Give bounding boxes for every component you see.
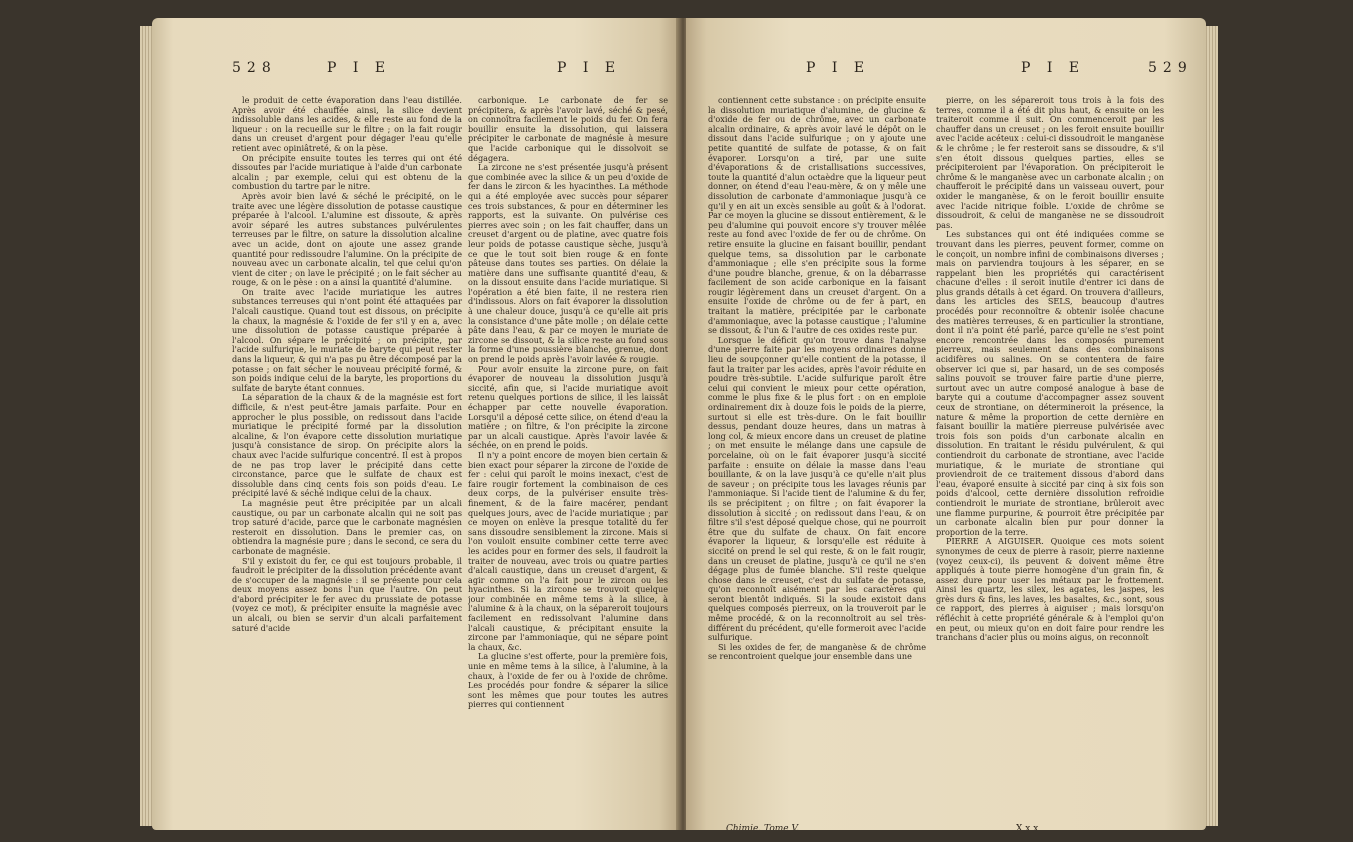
left-page-number: 528 [232, 60, 277, 76]
right-header-right: P I E [1021, 60, 1086, 76]
paragraph: Les substances qui ont été indiquées comme se trouvant dans les pierres, peuvent former, comme on le conçoit, un nombre infini de combinaisons diverses ; mais on parviendra toujours à les séparer, en se rappelant bien les propriétés qui caractérisent chacune d'elles : il seroit inutile d'entrer ici dans de plus grands détails à cet égard. On trouvera d'ailleurs, dans les articles des SELS, beaucoup d'autres procédés pour reconnoître & obtenir isolée chacune des matières terreuses, & en particulier la strontiane, dont il n'a point été parlé, parce qu'elle ne s'est point encore rencontrée dans les composés purement pierreux, mais seulement dans des combinaisons acidifères ou salines. On se contentera de faire observer ici que si, par hasard, un de ses composés salins pouvoit se trouver faire partie d'une pierre, surtout avec un autre composé analogue à base de baryte qui a coutume d'accompagner assez souvent ceux de strontiane, on détermineroit la présence, la nature & même la proportion de cette dernière en faisant bouillir la matière pierreuse pulvérisée avec trois fois son poids d'un carbonate alcalin en dissolution. En traitant le résidu pulvérulent, & qui contiendroit du carbonate de strontiane, avec l'acide muriatique, & le muriate de strontiane qui proviendroit de ce traitement dissous d'abord dans l'eau, évaporé ensuite à siccité par cinq à six fois son poids d'alcool, cette dernière dissolution refroidie contiendroit le muriate de strontiane, brûleroit avec une flamme purpurine, & pourroit être précipitée par un carbonate alcalin bien pur pour donner la proportion de la terre. [936, 229, 1164, 537]
paragraph: le produit de cette évaporation dans l'eau distillée. Après avoir été chauffée ainsi, la silice devient indissoluble dans les acides, & elle reste au fond de la liqueur : on la recueille sur le filtre ; on la fait rougir dans un creuset d'argent pour dégager l'eau qu'elle retient avec opiniâtreté, & on la pèse. [232, 96, 462, 153]
paragraph: La séparation de la chaux & de la magnésie est fort difficile, & n'est peut-être jamais parfaite. Pour en approcher le plus possible, on redissout dans l'acide muriatique le précipité formé par la dissolution alcaline, & l'on évapore cette dissolution muriatique jusqu'à consistance de sirop. On précipite alors la chaux avec l'acide sulfurique concentré. Il est à propos de ne pas trop laver le précipité dans cette circonstance, parce que le sulfate de chaux est dissoluble dans cinq cents fois son poids d'eau. Le précipité lavé & séché indique celui de la chaux. [232, 392, 462, 499]
paragraph: On traite avec l'acide muriatique les autres substances terreuses qui n'ont point été attaquées par l'alcali caustique. Quand tout est dissous, on précipite la chaux, la magnésie & l'oxide de fer s'il y en a, avec une dissolution de potasse caustique préparée à l'alcool. On sépare le précipité ; on précipite, par l'acide sulfurique, le muriate de baryte qui peut rester dans la liqueur, & qui n'a pas pu être décomposé par la potasse ; on fait sécher le nouveau précipité formé, & son poids indique celui de la baryte, les proportions du sulfate de baryte étant connues. [232, 286, 462, 393]
right-column-2 [936, 96, 1164, 808]
left-header-right: P I E [557, 60, 622, 76]
left-page [152, 18, 680, 830]
paragraph: On précipite ensuite toutes les terres qui ont été dissoutes par l'acide muriatique à l'aide d'un carbonate alcalin ; par exemple, celui qui est obtenu de la combustion du tartre par le nitre. [232, 152, 462, 192]
paragraph: carbonique. Le carbonate de fer se précipitera, & après l'avoir lavé, séché & pesé, on connoîtra facilement le poids du fer. On fera bouillir ensuite la dissolution, qui laissera précipiter le carbonate de magnésie à mesure que l'acide carbonique qui le dissolvoit se dégagera. [468, 96, 668, 163]
paragraph: PIERRE A AIGUISER. Quoique ces mots soient synonymes de ceux de pierre à rasoir, pierre naxienne (voyez ceux-ci), ils peuvent & doivent même être appliqués à toute pierre homogène d'un grain fin, & assez dure pour user les métaux par le frottement. Ainsi les quartz, les silex, les agates, les jaspes, les grès durs & fins, les laves, les basaltes, &c., sont, sous ce rapport, des pierres à aiguiser ; mais lorsqu'on réfléchit à cette propriété générale & à l'emploi qu'on en peut, ou mieux qu'on en doit faire pour rendre les tranchans d'acier plus ou moins aigus, on reconnoît [936, 536, 1164, 643]
paragraph: Si les oxides de fer, de manganèse & de chrôme se rencontroient quelque jour ensemble dans une [708, 641, 926, 662]
paragraph: Lorsque le déficit qu'on trouve dans l'analyse d'une pierre faite par les moyens ordinaires donne lieu de soupçonner qu'elle contient de la potasse, il faut la traiter par les acides, après l'avoir réduite en poudre très-subtile. L'acide sulfurique paroît être celui qui convient le mieux pour cette opération, comme le plus fixe & le plus fort : on en emploie ordinairement dix à douze fois le poids de la pierre, surtout si elle est très-dure. On le fait bouillir dessus, pendant douze heures, dans un matras à long col, & mieux encore dans un creuset de platine ; on met ensuite le mélange dans une capsule de porcelaine, où on le fait évaporer jusqu'à siccité parfaite : ensuite on délaie la masse dans l'eau bouillante, & on la lave jusqu'à ce qu'elle n'ait plus de saveur ; on précipite tous les lavages réunis par l'ammoniaque. Si l'acide tient de l'alumine & du fer, ils se précipitent ; on filtre ; on fait évaporer la dissolution à siccité ; on redissout dans l'eau, & on filtre s'il s'est déposé quelque chose, qui ne pourroit être que du sulfate de chaux. On fait encore évaporer la liqueur, & lorsqu'elle est réduite à siccité on prend le sel qui reste, & on le fait rougir, dans un creuset de platine, jusqu'à ce qu'il ne s'en dégage plus de fumée blanche. S'il reste quelque chose dans le creuset, c'est du sulfate de potasse, qu'on reconnoît aisément par les caractères qui seront bientôt indiqués. Si la soude existoit dans quelques composés pierreux, on la trouveroit par le même procédé, & on la reconnoîtroit au sel très-différent du précédent, qu'elle formeroit avec l'acide sulfurique. [708, 334, 926, 643]
paragraph: S'il y existoit du fer, ce qui est toujours probable, il faudroit le précipiter de la dissolution précédente avant de s'occuper de la magnésie : il se présente pour cela deux moyens assez bons l'un que l'autre. On peut d'abord précipiter le fer avec du prussiate de potasse (voyez ce mot), & précipiter ensuite la magnésie avec un alcali, ou bien se servir d'un alcali parfaitement saturé d'acide [232, 555, 462, 633]
right-column-1 [708, 96, 926, 808]
paragraph: La glucine s'est offerte, pour la première fois, unie en même tems à la silice, à l'alumine, à la chaux, à l'oxide de fer ou à l'oxide de chrôme. Les procédés pour fondre & séparer la silice sont les mêmes que pour toutes les autres pierres qui contiennent [468, 651, 668, 710]
paragraph: pierre, on les sépareroit tous trois à la fois des terres, comme il a été dit plus haut, & ensuite on les traiteroit comme il suit. On commenceroit par les chauffer dans un creuset ; on les feroit ensuite bouillir avec l'acide acéteux : celui-ci dissoudroit le manganèse & le chrôme ; le fer resteroit sans se dissoudre, & s'il s'en étoit dissous quelques parties, elles se précipiteroient par l'évaporation. On précipiteroit le chrôme & le manganèse avec un carbonate alcalin ; on chaufferoit le précipité dans un vaisseau ouvert, pour oxider le manganèse, & on le feroit bouillir ensuite avec l'acide nitrique foible. L'oxide de chrôme se dissoudroit, & celui de manganèse ne se dissoudroit pas. [936, 96, 1164, 230]
left-column-1 [232, 96, 462, 808]
footer-signature: X x x [1016, 824, 1039, 830]
footer-title: Chimie. Tome V. [726, 824, 800, 830]
paragraph: La magnésie peut être précipitée par un alcali caustique, ou par un carbonate alcalin qui ne soit pas trop saturé d'acide, parce que le carbonate magnésien resteroit en dissolution. Dans le premier cas, on obtiendra la magnésie pure ; dans le second, ce sera du carbonate de magnésie. [232, 497, 462, 556]
right-header-left: P I E [806, 60, 871, 76]
left-header-left: P I E [327, 60, 392, 76]
paragraph: Il n'y a point encore de moyen bien certain & bien exact pour séparer la zircone de l'oxide de fer : celui qui paroît le moins inexact, c'est de faire rougir fortement la combinaison de ces deux corps, de la pulvériser ensuite très-finement, & de la faire macérer, pendant quelques jours, avec de l'acide muriatique ; par ce moyen on enlève la presque totalité du fer sans dissoudre sensiblement la zircone. Mais si l'on vouloit ensuite combiner cette terre avec les acides pour en former des sels, il faudroit la traiter de nouveau, avec trois ou quatre parties d'alcali caustique, dans un creuset d'argent, & agir comme on l'a fait pour le zircon ou les hyacinthes. Si la zircone se trouvoit quelque jour combinée en même tems à la silice, à l'alumine & à la chaux, on la sépareroit toujours facilement en redissolvant l'alumine dans l'alcali caustique, & précipitant ensuite la zircone par l'ammoniaque, qui ne sépare point la chaux, &c. [468, 449, 668, 652]
paragraph: contiennent cette substance : on précipite ensuite la dissolution muriatique d'alumine, de glucine & d'oxide de fer ou de chrôme, avec un carbonate alcalin ordinaire, & après avoir lavé le dépôt on le dissout dans l'acide sulfurique ; on y ajoute une petite quantité de sulfate de potasse, & on fait évaporer. Lorsqu'on a tiré, par une suite d'évaporations & de cristallisations successives, toute la quantité d'alun octaèdre que la liqueur peut donner, on étend d'eau l'eau-mère, & on y mêle une dissolution de carbonate d'ammoniaque jusqu'à ce qu'il y en ait un excès sensible au goût & à l'odorat. Par ce moyen la glucine se dissout entièrement, & le peu d'alumine qui pouvoit encore s'y trouver mêlée reste au fond avec l'oxide de fer ou de chrôme. On retire ensuite la glucine en faisant bouillir, pendant quelque tems, sa dissolution par le carbonate d'ammoniaque ; elle s'en précipite sous la forme d'une poudre blanche, grenue, & on la débarrasse facilement de son acide carbonique en la faisant rougir légèrement dans un creuset d'argent. On a ensuite l'oxide de chrôme ou de fer à part, en traitant la matière, précipitée par le carbonate d'ammoniaque, avec la potasse caustique ; l'alumine se dissout, & l'un & l'autre de ces oxides reste pur. [708, 96, 926, 336]
page-edge-right [1204, 26, 1218, 826]
paragraph: La zircone ne s'est présentée jusqu'à présent que combinée avec la silice & un peu d'oxide de fer dans le zircon & les hyacinthes. La méthode qui a été employée avec succès pour séparer ces trois substances, & pour en déterminer les rapports, est la suivante. On pulvérise ces pierres avec soin ; on les fait chauffer, dans un creuset d'argent ou de platine, avec quatre fois leur poids de potasse caustique sèche, jusqu'à ce que le tout soit bien rouge & en fonte pâteuse dans toutes ses parties. On délaie la matière dans une suffisante quantité d'eau, & on la dissout ensuite dans l'acide muriatique. Si l'opération a été bien faite, il ne restera rien d'indissous. Alors on fait évaporer la dissolution à une chaleur douce, jusqu'à ce qu'elle ait pris la consistance d'une pâte molle ; on délaie cette pâte dans l'eau, & par ce moyen le muriate de zircone se dissout, & la silice reste au fond sous la forme d'une poussière blanche, grenue, dont on prend le poids après l'avoir lavée & rougie. [468, 162, 668, 365]
left-column-2 [468, 96, 668, 808]
paragraph: Après avoir bien lavé & séché le précipité, on le traite avec une légère dissolution de potasse caustique préparée à l'alcool. L'alumine est dissoute, & après avoir séparé les autres substances pulvérulentes terreuses par le filtre, on sature la dissolution alcaline avec un acide, dont on ajoute une assez grande quantité pour redissoudre l'alumine. On la précipite de nouveau avec un carbonate alcalin, tel que celui qu'on vient de citer ; on lave le précipité ; on le fait sécher au rouge, & on le pèse : on a ainsi la quantité d'alumine. [232, 190, 462, 288]
paragraph: Pour avoir ensuite la zircone pure, on fait évaporer de nouveau la dissolution jusqu'à siccité, afin que, si l'acide muriatique avoit retenu quelques portions de silice, il les laissât échapper par cette nouvelle évaporation. Lorsqu'il a déposé cette silice, on étend d'eau la matière ; on filtre, & l'on précipite la zircone par un alcali caustique. Après l'avoir lavée & séchée, on en prend le poids. [468, 363, 668, 451]
right-page [686, 18, 1206, 830]
right-page-number: 529 [1148, 60, 1193, 76]
